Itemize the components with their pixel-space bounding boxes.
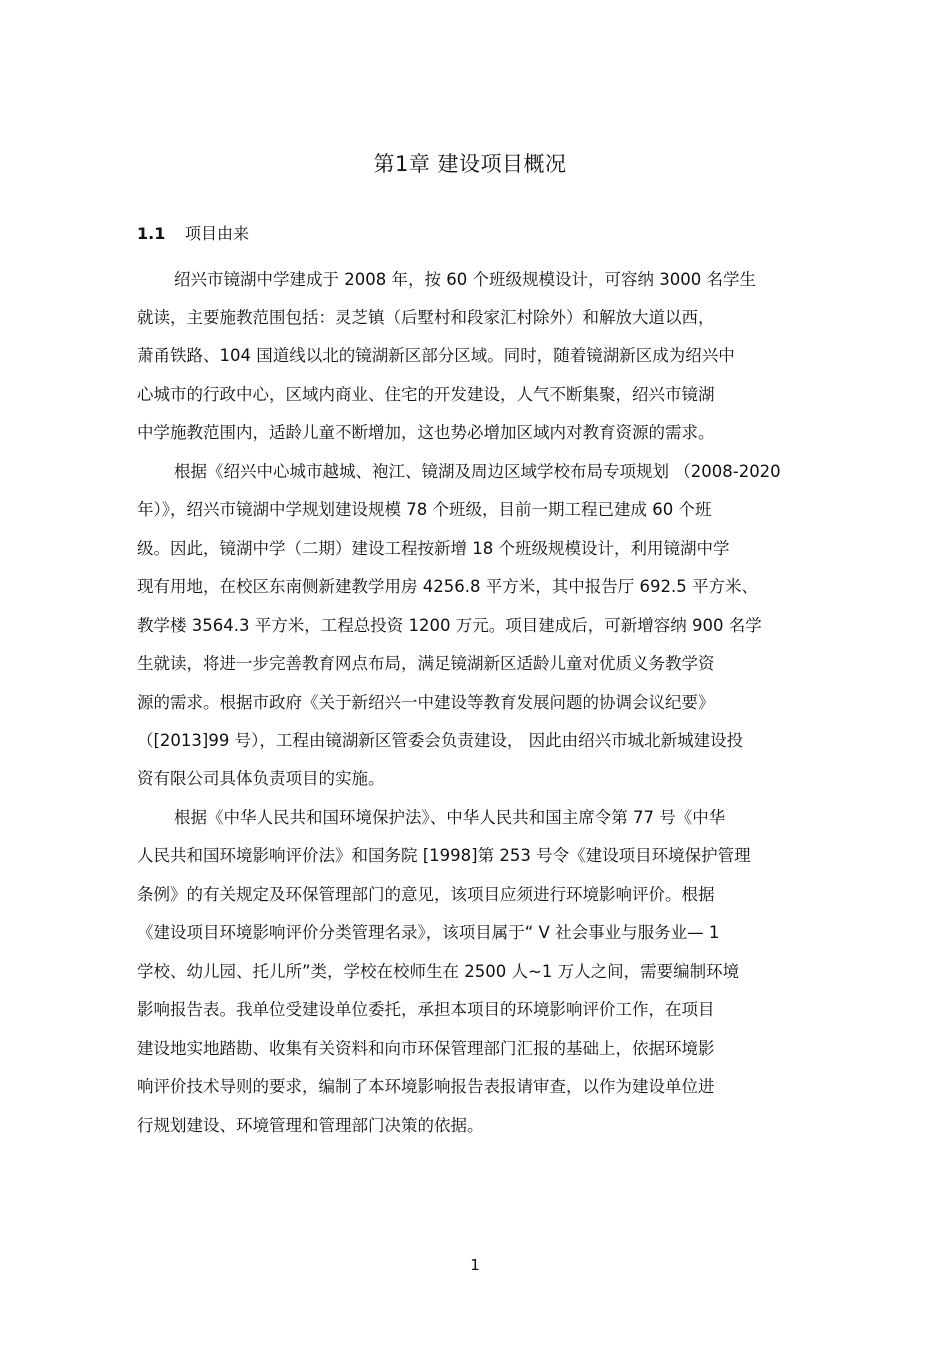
text-line: 绍兴市镜湖中学建成于 2008 年，按 60 个班级规模设计，可容纳 3000 名学生 — [174, 270, 756, 289]
chapter-title: 第1章 建设项目概况 — [373, 152, 567, 176]
text-line: 人民共和国环境影响评价法》和国务院 [1998]第 253 号令《建设项目环境保护管理 — [137, 846, 751, 865]
page-number: 1 — [470, 1256, 480, 1274]
text-line: 源的需求。根据市政府《关于新绍兴一中建设等教育发展问题的协调会议纪要》 — [137, 693, 715, 712]
text-line: 萧甬铁路、104 国道线以北的镜湖新区部分区域。同时，随着镜湖新区成为绍兴中 — [137, 346, 735, 365]
text-line: （[2013]99 号），工程由镜湖新区管委会负责建设， 因此由绍兴市城北新城建设投 — [137, 731, 744, 750]
text-line: 《建设项目环境影响评价分类管理名录》，该项目属于“ V 社会事业与服务业— 1 — [137, 923, 720, 942]
text-line: 根据《绍兴中心城市越城、袍江、镜湖及周边区域学校布局专项规划 （2008-2020 — [174, 462, 781, 481]
text-line: 现有用地，在校区东南侧新建教学用房 4256.8 平方米，其中报告厅 692.5 平方米、 — [137, 577, 758, 596]
text-line: 根据《中华人民共和国环境保护法》、中华人民共和国主席令第 77 号《中华 — [174, 808, 726, 827]
text-line: 响评价技术导则的要求，编制了本环境影响报告表报请审查，以作为建设单位进 — [137, 1077, 715, 1096]
section-number: 1.1 — [137, 224, 166, 243]
text-line: 建设地实地踏勘、收集有关资料和向市环保管理部门汇报的基础上，依据环境影 — [137, 1039, 715, 1058]
section-title: 项目由来 — [185, 224, 250, 243]
text-line: 生就读，将进一步完善教育网点布局，满足镜湖新区适龄儿童对优质义务教学资 — [137, 654, 715, 673]
text-line: 年）》，绍兴市镜湖中学规划建设规模 78 个班级，目前一期工程已建成 60 个班 — [137, 500, 712, 519]
text-line: 中学施教范围内，适龄儿童不断增加，这也势必增加区域内对教育资源的需求。 — [137, 423, 715, 442]
text-line: 学校、幼儿园、托儿所”类，学校在校师生在 2500 人~1 万人之间，需要编制环境 — [137, 962, 740, 981]
text-line: 心城市的行政中心，区域内商业、住宅的开发建设，人气不断集聚，绍兴市镜湖 — [137, 385, 715, 404]
text-line: 教学楼 3564.3 平方米，工程总投资 1200 万元。项目建成后，可新增容纳 900 名学 — [137, 616, 762, 635]
section-heading — [137, 222, 249, 246]
text-line: 就读，主要施教范围包括：灵芝镇（后墅村和段家汇村除外）和解放大道以西， — [137, 308, 715, 327]
text-line: 资有限公司具体负责项目的实施。 — [137, 769, 385, 788]
text-line: 行规划建设、环境管理和管理部门决策的依据。 — [137, 1116, 484, 1135]
text-line: 级。因此，镜湖中学（二期）建设工程按新增 18 个班级规模设计，利用镜湖中学 — [137, 539, 730, 558]
text-line: 影响报告表。我单位受建设单位委托，承担本项目的环境影响评价工作，在项目 — [137, 1000, 715, 1019]
text-line: 条例》的有关规定及环保管理部门的意见，该项目应须进行环境影响评价。根据 — [137, 885, 715, 904]
